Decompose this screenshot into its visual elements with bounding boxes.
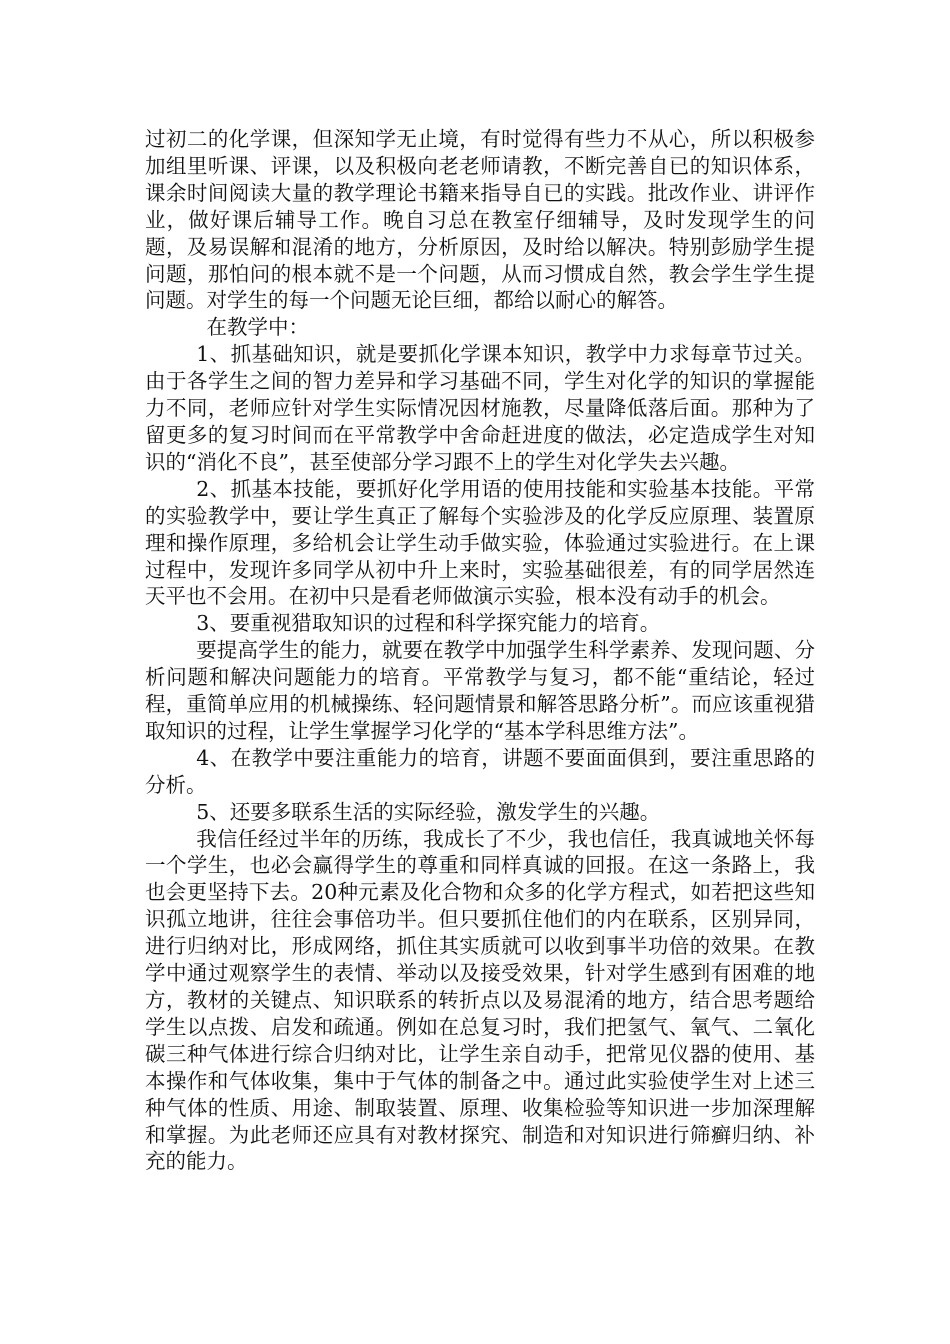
paragraph-ability: 要提高学生的能力，就要在教学中加强学生科学素养、发现问题、分析问题和解决问题能力的培育。平常教学与复习，都不能“重结论，轻过程，重简单应用的机械操练、轻问题情景和解答思路分析”。而应该重视猎取知识的过程，让学生掌握学习化学的“基本学科思维方法”。 [145, 638, 815, 743]
paragraph-conclusion: 我信任经过半年的历练，我成长了不少，我也信任，我真诚地关怀每一个学生，也必会赢得学生的尊重和同样真诚的回报。在这一条路上，我也会更坚持下去。20种元素及化合物和众多的化学方程式，如若把这些知识孤立地讲，往往会事倍功半。但只要抓住他们的内在联系，区别异同，进行归纳对比，形成网络，抓住其实质就可以收到事半功倍的效果。在教学中通过观察学生的表情、举动以及接受效果，针对学生感到有困难的地方，教材的关键点、知识联系的转折点以及易混淆的地方，结合思考题给学生以点拨、启发和疏通。例如在总复习时，我们把氢气、氧气、二氧化碳三种气体进行综合归纳对比，让学生亲自动手，把常见仪器的使用、基本操作和气体收集，集中于气体的制备之中。通过此实验使学生对上述三种气体的性质、用途、制取装置、原理、收集检验等知识进一步加深理解和掌握。为此老师还应具有对教材探究、制造和对知识进行筛癣归纳、补充的能力。 [145, 826, 815, 1174]
paragraph-point-2: 2、抓基本技能，要抓好化学用语的使用技能和实验基本技能。平常的实验教学中，要让学生真正了解每个实验涉及的化学反应原理、装置原理和操作原理，多给机会让学生动手做实验，体验通过实验进行。在上课过程中，发现许多同学从初中升上来时，实验基础很差，有的同学居然连天平也不会用。在初中只是看老师做演示实验，根本没有动手的机会。 [145, 476, 815, 609]
paragraph-point-4: 4、在教学中要注重能力的培育，讲题不要面面俱到，要注重思路的分析。 [145, 745, 815, 797]
paragraph-in-teaching: 在教学中： [206, 315, 309, 340]
paragraph-point-5: 5、还要多联系生活的实际经验，激发学生的兴趣。 [196, 799, 661, 824]
document-body [145, 126, 815, 1175]
paragraph-intro: 过初二的化学课，但深知学无止境，有时觉得有些力不从心，所以积极参加组里听课、评课，以及积极向老老师请教，不断完善自已的知识体系，课余时间阅读大量的教学理论书籍来指导自已的实践。批改作业、讲评作业，做好课后辅导工作。晚自习总在教室仔细辅导，及时发现学生的问题，及易误解和混淆的地方，分析原因，及时给以解决。特别彭励学生提问题，那怕问的根本就不是一个问题，从而习惯成自然，教会学生学生提问题。对学生的每一个问题无论巨细，都给以耐心的解答。 [145, 127, 815, 313]
paragraph-point-3: 3、要重视猎取知识的过程和科学探究能力的培育。 [196, 611, 661, 636]
paragraph-point-1: 1、抓基础知识，就是要抓化学课本知识，教学中力求每章节过关。由于各学生之间的智力差异和学习基础不同，学生对化学的知识的掌握能力不同，老师应针对学生实际情况因材施教，尽量降低落后面。那种为了留更多的复习时间而在平常教学中舍命赶进度的做法，必定造成学生对知识的“消化不良”，甚至使部分学习跟不上的学生对化学失去兴趣。 [145, 342, 815, 474]
